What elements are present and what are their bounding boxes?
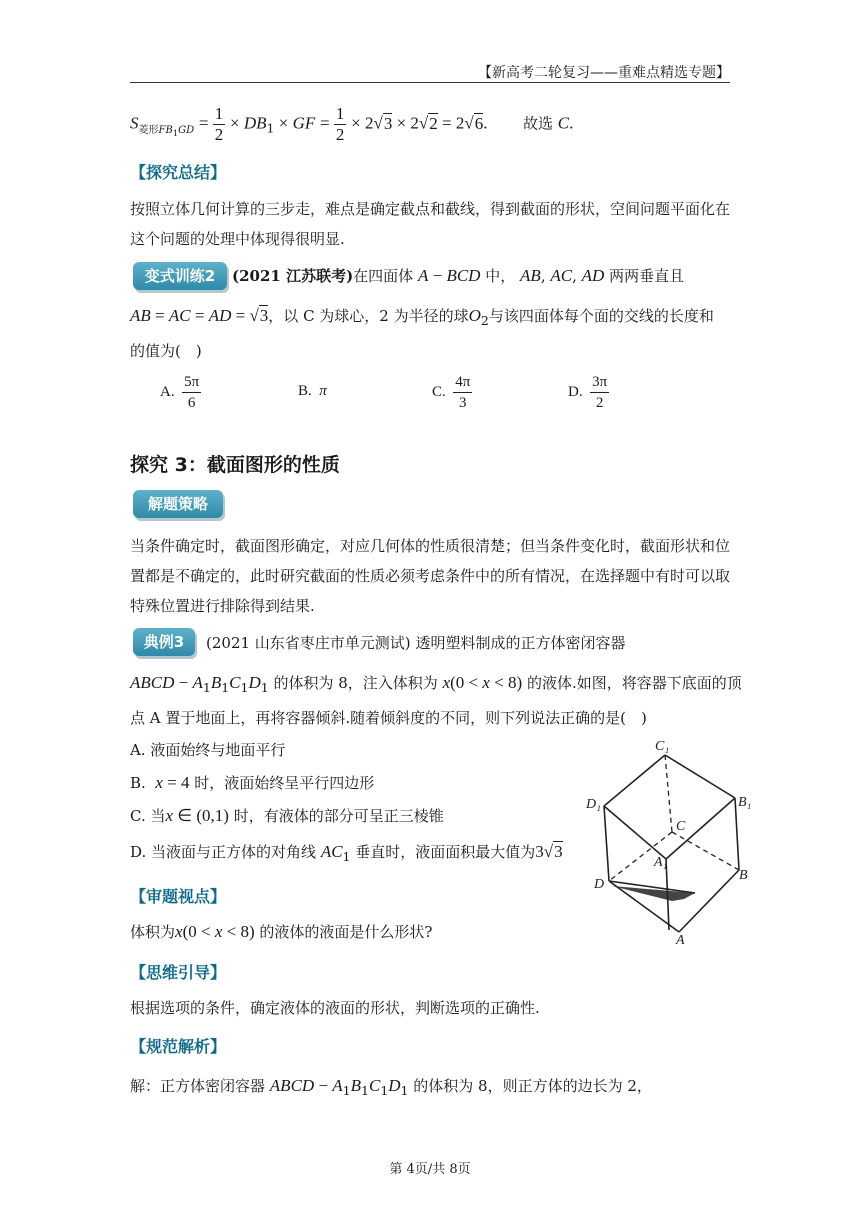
header-divider — [130, 82, 730, 83]
inquiry-3-heading: 探究 3：截面图形的性质 — [130, 454, 340, 476]
example-option-a: A. 液面始终与地面平行 — [130, 741, 286, 759]
summary-line-1: 按照立体几何计算的三步走，难点是确定截点和截线，得到截面的形状，空间问题平面化在 — [130, 200, 731, 218]
variant-source: (2021 江苏联考) — [232, 267, 354, 285]
variant-option-a: A. $\frac{5\pi}{6}$ — [160, 374, 200, 411]
label-d: D — [594, 877, 605, 892]
label-c: C — [676, 819, 686, 834]
strategy-line-1: 当条件确定时，截面图形确定，对应几何体的性质很清楚；但当条件变化时，截面形状和位 — [130, 537, 731, 555]
section-title-guidance: 【思维引导】 — [130, 963, 227, 982]
example-option-c: C. 当x ∈ (0,1) 时，有液体的部分可呈正三棱锥 — [130, 806, 444, 825]
section-title-summary: 【探究总结】 — [130, 163, 227, 182]
label-a1: A₁ — [654, 855, 668, 870]
strategy-line-3: 特殊位置进行排除得到结果. — [130, 597, 315, 615]
area-formula: $S_{菱形FB_1GD}$ = $\frac{1}{2}$ × $DB_1$ × GF = $\frac{1}{2}$ × 2√3 × 2√2 = 2√6. 故选 C. — [130, 104, 574, 144]
variant-option-b: B. π — [298, 383, 327, 399]
example-option-d: D. 当液面与正方体的对角线 $AC_1$ 垂直时，液面面积最大值为3√3 — [130, 842, 563, 864]
viewpoint-text: 体积为x(0 < x < 8) 的液体的液面是什么形状? — [130, 922, 433, 941]
answer-letter: C — [557, 113, 570, 133]
liquid-region — [612, 886, 695, 901]
strategy-line-2: 置都是不确定的，此时研究截面的性质必须考虑条件中的所有情况，在选择题中有时可以取 — [130, 567, 731, 585]
answer-text: 故选 — [523, 114, 554, 133]
section-title-solution: 【规范解析】 — [130, 1037, 227, 1056]
page-header: 【新高考二轮复习——重难点精选专题】 — [478, 65, 730, 81]
label-c1: C₁ — [655, 739, 670, 754]
label-a: A — [676, 933, 685, 948]
variant-problem-line-2: AB = AC = AD = √3，以 C 为球心，2 为半径的球$O_2$与该四面体每个面的交线的长度和 — [130, 306, 714, 328]
example-3-line-2: ABCD − $A_1B_1C_1D_1$ 的体积为 8，注入体积为 x(0 < x < 8) 的液体.如图，将容器下底面的顶 — [130, 673, 742, 695]
variant-problem-line-3: 的值为( ) — [130, 342, 202, 360]
variant-problem-line-1: (2021 江苏联考)在四面体 A − BCD 中， AB, AC, AD 两两垂直且 — [232, 266, 685, 285]
label-b: B — [739, 868, 748, 883]
label-d1: D₁ — [586, 797, 601, 812]
guidance-text: 根据选项的条件，确定液体的液面的形状，判断选项的正确性. — [130, 999, 540, 1017]
summary-line-2: 这个问题的处理中体现得很明显. — [130, 230, 345, 248]
solution-text: 解：正方体密闭容器 ABCD − $A_1B_1C_1D_1$ 的体积为 8，则正方体的边长为 2， — [130, 1076, 652, 1098]
example-3-line-1: (2021 山东省枣庄市单元测试) 透明塑料制成的正方体密闭容器 — [206, 634, 626, 652]
label-b1: B₁ — [738, 795, 752, 810]
variant-option-c: C. $\frac{4\pi}{3}$ — [432, 374, 471, 411]
strategy-tag: 解题策略 — [133, 490, 223, 518]
example-3-tag: 典例3 — [133, 628, 195, 656]
tilted-cube-figure — [582, 738, 762, 948]
example-option-b: B. x = 4 时，液面始终呈平行四边形 — [130, 773, 375, 792]
variant-option-d: D. $\frac{3\pi}{2}$ — [568, 374, 608, 411]
variant-training-tag: 变式训练2 — [133, 262, 227, 290]
example-3-line-3: 点 A 置于地面上，再将容器倾斜.随着倾斜度的不同，则下列说法正确的是( ) — [130, 709, 647, 727]
section-title-viewpoint: 【审题视点】 — [130, 887, 227, 906]
page-number: 第 4页/共 8页 — [389, 1162, 471, 1177]
